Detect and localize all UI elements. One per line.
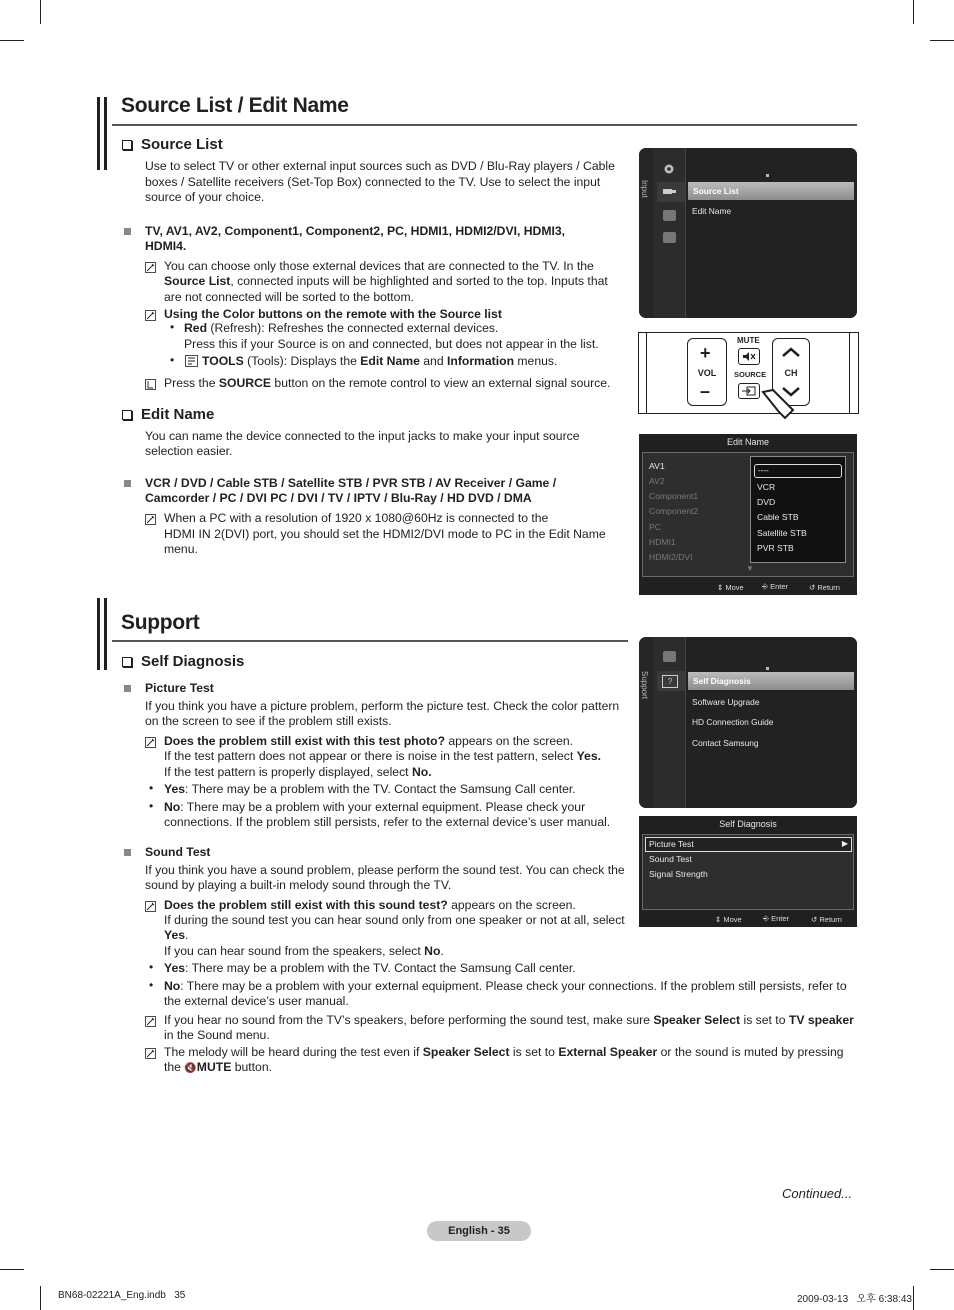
plus-icon: + — [700, 343, 711, 363]
edit-name-intro: You can name the device connected to the input jacks to make your input source — [145, 429, 580, 443]
crop-mark — [40, 0, 41, 24]
scroll-down-icon: ▼ — [746, 564, 754, 573]
footer-move — [715, 915, 742, 924]
picture-test-heading: Picture Test — [145, 681, 214, 695]
option-item[interactable]: DVD — [757, 497, 776, 507]
minus-icon: – — [700, 381, 711, 401]
menu-item-selected[interactable] — [645, 837, 852, 852]
mute-button[interactable] — [738, 348, 760, 365]
section-title: Support — [121, 611, 200, 634]
tools-icon — [185, 355, 198, 367]
subheading-label: Edit Name — [141, 406, 215, 423]
osd-menu — [686, 148, 857, 318]
press-icon — [145, 379, 156, 390]
option-item[interactable]: PVR STB — [757, 543, 794, 553]
note-bold: External Speaker — [558, 1045, 658, 1059]
osd-item-edit-name[interactable]: Edit Name — [692, 206, 732, 216]
note-text: Using the Color buttons on the remote with the Source list — [164, 307, 502, 321]
edit-name-title: Edit Name — [726, 437, 770, 447]
section-bar — [97, 598, 100, 670]
self-diagnosis-screen — [639, 816, 857, 927]
note-text: or the sound is muted by pressing — [657, 1045, 844, 1059]
tools-label: TOOLS — [202, 354, 244, 368]
mute-label: MUTE — [737, 336, 760, 345]
arrow-right-icon: ▶ — [841, 839, 848, 848]
mute-label: MUTE — [196, 1060, 232, 1074]
mute-icon: 🔇 — [184, 1063, 197, 1074]
section-title: Source List / Edit Name — [121, 94, 349, 117]
return-icon: ↺ — [811, 915, 820, 924]
note-text: When a PC with a resolution of 1920 x 1080@60Hz is connected to the — [164, 511, 549, 525]
ch-label: CH — [784, 368, 798, 378]
chevron-up-icon — [781, 346, 801, 358]
bullet-dot: • — [149, 960, 154, 974]
note-text: . — [185, 928, 189, 942]
question-text: appears on the screen. — [445, 734, 574, 748]
picture-test-intro: If you think you have a picture problem, perform the picture test. Check the color pattern — [145, 699, 620, 713]
picture-icon — [663, 651, 676, 662]
note-text: If the test pattern does not appear or there is noise in the test pattern, select — [164, 749, 577, 763]
note-text: , connected inputs will be highlighted and sorted to the top. Inputs that — [230, 274, 608, 288]
section-bar — [97, 97, 100, 170]
note-text: are not connected will be sorted to the bottom. — [164, 290, 414, 304]
input-item[interactable]: Component1 — [649, 491, 699, 501]
option-label: ---- — [758, 466, 769, 475]
note-text: HDMI IN 2(DVI) port, you should set the HDMI2/DVI mode to PC in the Edit Name — [164, 527, 606, 541]
remote-control-illustration — [638, 332, 859, 414]
press-bold: SOURCE — [218, 376, 272, 390]
osd-item-contact-samsung[interactable]: Contact Samsung — [692, 738, 759, 748]
sound-test-heading: Sound Test — [145, 845, 211, 859]
file-name: BN68-02221A_Eng.indb 35 — [58, 1290, 186, 1301]
device-list: Camcorder / PC / DVI PC / DVI / TV / IPTV / Blu-Ray / HD DVD / DMA — [145, 491, 532, 505]
osd-side-label: Input — [640, 180, 649, 198]
footer-enter — [763, 914, 789, 924]
source-input-icon — [742, 386, 756, 396]
pointer-hand-icon — [759, 388, 797, 424]
scroll-up-icon — [766, 174, 769, 177]
footer-enter — [762, 582, 788, 592]
source-label: SOURCE — [734, 370, 767, 379]
no-text: the external device’s user manual. — [164, 994, 349, 1008]
osd-item-self-diagnosis[interactable] — [688, 672, 854, 690]
subheading-self-diagnosis — [122, 653, 244, 670]
note-text: menu. — [164, 542, 198, 556]
section-bar — [104, 97, 107, 170]
press-text: Press the — [164, 376, 219, 390]
bullet-dot: • — [149, 978, 154, 992]
note-icon — [145, 901, 156, 912]
move-icon: ⇕ — [717, 583, 726, 592]
crop-mark — [930, 40, 954, 41]
bullet-dot: • — [170, 320, 175, 334]
no-text: connections. If the problem still persists, refer to the external device’s user manual. — [164, 815, 611, 829]
osd-side — [639, 637, 653, 808]
help-icon: ? — [662, 675, 678, 688]
question-text: appears on the screen. — [447, 898, 576, 912]
press-text: button on the remote control to view an external signal source. — [271, 376, 611, 390]
inputs-line: HDMI4. — [145, 239, 187, 253]
footer-return-label: Return — [819, 915, 842, 924]
bullet-dot: • — [170, 353, 175, 367]
osd-side-label: Support — [640, 671, 649, 700]
option-item[interactable]: VCR — [757, 482, 776, 492]
tools-info: Information — [446, 354, 515, 368]
tools-edit: Edit Name — [360, 354, 420, 368]
checkbox-icon — [122, 140, 132, 150]
osd-support-screen — [639, 637, 857, 808]
remote-edge — [849, 333, 850, 413]
no-label: No — [164, 979, 181, 993]
scroll-up-icon — [766, 667, 769, 670]
print-date: 2009-03-13 오후 6:38:43 — [797, 1294, 912, 1305]
osd-icon-column — [653, 148, 686, 318]
input-item[interactable]: HDMI2/DVI — [649, 552, 693, 562]
help-icon — [663, 232, 676, 243]
footer-return-label: Return — [817, 583, 840, 592]
source-button[interactable] — [738, 383, 760, 399]
move-icon: ⇕ — [715, 915, 724, 924]
note-icon — [145, 737, 156, 748]
note-icon — [145, 514, 156, 525]
crop-mark — [913, 1286, 914, 1310]
square-bullet-icon — [124, 685, 131, 692]
edit-name-screen — [639, 434, 857, 595]
osd-item-label: Source List — [693, 186, 739, 196]
note-text: The melody will be heard during the test even if — [164, 1045, 423, 1059]
checkbox-icon — [122, 657, 132, 667]
osd-input-screen — [639, 148, 857, 318]
self-diagnosis-title: Self Diagnosis — [719, 819, 777, 829]
picture-icon — [663, 210, 676, 221]
note-text: If you can hear sound from the speakers, select — [164, 944, 425, 958]
input-item[interactable]: PC — [649, 522, 661, 532]
red-text: (Refresh): Refreshes the connected external devices. — [207, 321, 499, 335]
square-bullet-icon — [124, 849, 131, 856]
remote-edge — [646, 333, 647, 413]
osd-item-hd-connection-guide[interactable]: HD Connection Guide — [692, 717, 774, 727]
footer-enter-label: Enter — [770, 582, 789, 591]
edit-name-intro: selection easier. — [145, 444, 233, 458]
osd-icon-column — [653, 637, 686, 808]
footer-enter-label: Enter — [771, 914, 790, 923]
red-label: Red — [184, 321, 208, 335]
note-text: button. — [231, 1060, 272, 1074]
page-number-pill: English - 35 — [427, 1221, 531, 1241]
note-text: . — [440, 944, 444, 958]
note-text: If during the sound test you can hear sound only from one speaker or not at all, select — [164, 913, 625, 927]
section-bar — [104, 598, 107, 670]
crop-mark — [40, 1286, 41, 1310]
no-text: : There may be a problem with your external equipment. Please check your — [180, 800, 586, 814]
footer-move-label: Move — [725, 583, 744, 592]
crop-mark — [930, 1269, 954, 1270]
osd-item-software-upgrade[interactable]: Software Upgrade — [692, 697, 760, 707]
square-bullet-icon — [124, 480, 131, 487]
note-text: If the test pattern is properly displayed, select — [164, 765, 412, 779]
note-text: You can choose only those external devices that are connected to the TV. In the — [164, 259, 594, 273]
inputs-line: TV, AV1, AV2, Component1, Component2, PC, HDMI1, HDMI2/DVI, HDMI3, — [145, 224, 566, 238]
note-icon — [145, 1016, 156, 1027]
bullet-dot: • — [149, 781, 154, 795]
subheading-label: Source List — [141, 136, 223, 153]
tools-and: and — [419, 354, 447, 368]
subheading-source-list — [122, 136, 223, 153]
enter-icon: ⎆ — [763, 914, 772, 923]
note-text: the — [164, 1060, 185, 1074]
section-rule — [112, 640, 628, 642]
yes-text: : There may be a problem with the TV. Contact the Samsung Call center. — [185, 782, 576, 796]
return-icon: ↺ — [809, 583, 818, 592]
no-text: : There may be a problem with your external equipment. Please check your connections. If the problem still persists, refer to — [180, 979, 847, 993]
continued-label: Continued... — [782, 1186, 853, 1201]
input-item[interactable]: AV2 — [649, 476, 665, 486]
note-bold: Source List — [164, 274, 231, 288]
input-item[interactable]: Component2 — [649, 506, 699, 516]
note-icon — [145, 262, 156, 273]
menu-item[interactable]: Sound Test — [649, 854, 692, 864]
red-text-line2: Press this if your Source is on and connected, but does not appear in the list. — [184, 337, 599, 351]
input-item[interactable]: HDMI1 — [649, 537, 676, 547]
enter-icon: ⎆ — [762, 582, 771, 591]
device-list: VCR / DVD / Cable STB / Satellite STB / PVR STB / AV Receiver / Game / — [145, 476, 557, 490]
note-text: is set to — [509, 1045, 559, 1059]
osd-menu — [686, 637, 857, 808]
note-bold: Yes — [164, 928, 186, 942]
note-bold: Yes. — [576, 749, 601, 763]
note-text: in the Sound menu. — [164, 1028, 270, 1042]
input-plug-icon — [661, 186, 677, 197]
yes-label: Yes — [164, 782, 186, 796]
crop-mark — [0, 40, 24, 41]
bullet-dot: • — [149, 799, 154, 813]
yes-text: : There may be a problem with the TV. Contact the Samsung Call center. — [185, 961, 576, 975]
note-icon — [145, 310, 156, 321]
picture-test-intro: on the screen to see if the problem still exists. — [145, 714, 392, 728]
source-list-intro: Use to select TV or other external input sources such as DVD / Blu-Ray players / Cable boxes / Satellite receivers (Set-Top Box) connected to the TV. Use to select the input source of your choice. — [145, 159, 615, 205]
sound-test-intro: sound by playing a built-in melody sound through the TV. — [145, 878, 452, 892]
note-text: If you hear no sound from the TV’s speakers, before performing the sound test, make sure — [164, 1013, 654, 1027]
osd-item-source-list[interactable] — [688, 182, 854, 200]
note-bold: No. — [411, 765, 432, 779]
tools-text: (Tools): Displays the — [243, 354, 361, 368]
footer-move — [717, 583, 744, 592]
osd-side — [639, 148, 653, 318]
footer-move-label: Move — [723, 915, 742, 924]
subheading-edit-name — [122, 406, 214, 423]
footer-return — [809, 583, 840, 592]
checkbox-icon — [122, 410, 132, 420]
section-rule — [112, 124, 857, 126]
option-item[interactable]: Cable STB — [757, 512, 799, 522]
question-bold: Does the problem still exist with this test photo? — [164, 734, 446, 748]
note-bold: Speaker Select — [653, 1013, 741, 1027]
no-label: No — [164, 800, 181, 814]
note-text: is set to — [740, 1013, 789, 1027]
note-bold: Speaker Select — [422, 1045, 510, 1059]
square-bullet-icon — [124, 228, 131, 235]
menu-item-label: Picture Test — [649, 839, 694, 849]
crop-mark — [0, 1269, 24, 1270]
note-bold: TV speaker — [788, 1013, 854, 1027]
gear-icon — [662, 162, 676, 176]
volume-rocker[interactable] — [687, 338, 727, 406]
option-selected[interactable] — [754, 464, 842, 478]
option-item[interactable]: Satellite STB — [757, 528, 807, 538]
subheading-label: Self Diagnosis — [141, 653, 245, 670]
osd-item-label: Self Diagnosis — [693, 676, 751, 686]
input-item[interactable]: AV1 — [649, 461, 665, 471]
menu-item[interactable]: Signal Strength — [649, 869, 708, 879]
tools-end: menus. — [514, 354, 558, 368]
note-bold: No — [424, 944, 441, 958]
vol-label: VOL — [697, 368, 717, 378]
yes-label: Yes — [164, 961, 186, 975]
mute-icon — [742, 351, 756, 362]
name-options-dropdown[interactable] — [750, 456, 846, 563]
note-icon — [145, 1048, 156, 1059]
sound-test-intro: If you think you have a sound problem, please perform the sound test. You can check the — [145, 863, 625, 877]
footer-return — [811, 915, 842, 924]
crop-mark — [913, 0, 914, 24]
question-bold: Does the problem still exist with this sound test? — [164, 898, 448, 912]
